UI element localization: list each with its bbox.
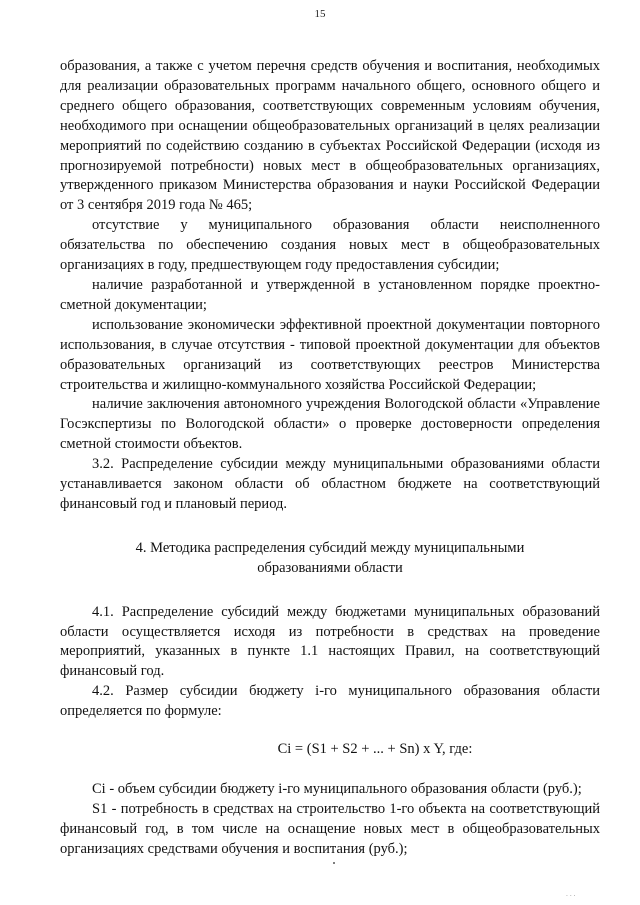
scan-corner-mark: · · · [566,893,576,900]
paragraph: использование экономически эффективной проектной документации повторного использования, в случае отсутствия - типовой проектной документации для объектов образовательных организаций из соответствующих реестров Министерства строительства и жилищно-коммунального хозяйства Российской Федерации; [60,316,600,393]
section-heading-line: 4. Методика распределения субсидий между муниципальными [135,539,525,556]
formula: Ci = (S1 + S2 + ... + Sn) x Y, где: [277,741,473,758]
scan-speck [333,862,335,864]
paragraph: 3.2. Распределение субсидии между муниципальными образованиями области устанавливается законом области об областном бюджете на соответствующий финансовый год и плановый период. [60,456,600,512]
page-number: 15 [314,8,326,20]
paragraph: 4.1. Распределение субсидий между бюджетами муниципальных образований области осуществляется исходя из потребности в средствах на проведение мероприятий, указанных в пункте 1.1 настоящих Правил, на соответствующий финансовый год. [60,603,600,680]
section-heading-line: образованиями области [257,559,403,576]
paragraph: образования, а также с учетом перечня средств обучения и воспитания, необходимых для реализации образовательных программ начального общего, основного общего и среднего общего образования, соответствующих современным условиям обучения, необходимого при оснащении общеобразовательных организаций в целях реализации мероприятий по содействию созданию в субъектах Российской Федерации (исходя из прогнозируемой потребности) новых мест в общеобразовательных организациях, утвержденного приказом Министерства образования и науки Российской Федерации от 3 сентября 2019 года № 465; [60,58,600,214]
paragraph: Ci - объем субсидии бюджету i-го муниципального образования области (руб.); [92,781,582,797]
paragraph: 4.2. Размер субсидии бюджету i-го муниципального образования области определяется по формуле: [60,683,600,720]
section-heading [60,539,600,579]
document-body [60,57,600,860]
paragraph: наличие разработанной и утвержденной в установленном порядке проектно-сметной документации; [60,276,600,313]
paragraph: отсутствие у муниципального образования области неисполненного обязательства по обеспечению создания новых мест в общеобразовательных организациях в году, предшествующем году предоставления субсидии; [60,217,600,274]
paragraph: S1 - потребность в средствах на строительство 1-го объекта на соответствующий финансовый год, в том числе на оснащение новых мест в общеобразовательных организациях средствами обучения и воспитания (руб.); [60,800,600,857]
paragraph: наличие заключения автономного учреждения Вологодской области «Управление Госэкспертизы по Вологодской области» о проверке достоверности определения сметной стоимости объектов. [60,396,600,453]
